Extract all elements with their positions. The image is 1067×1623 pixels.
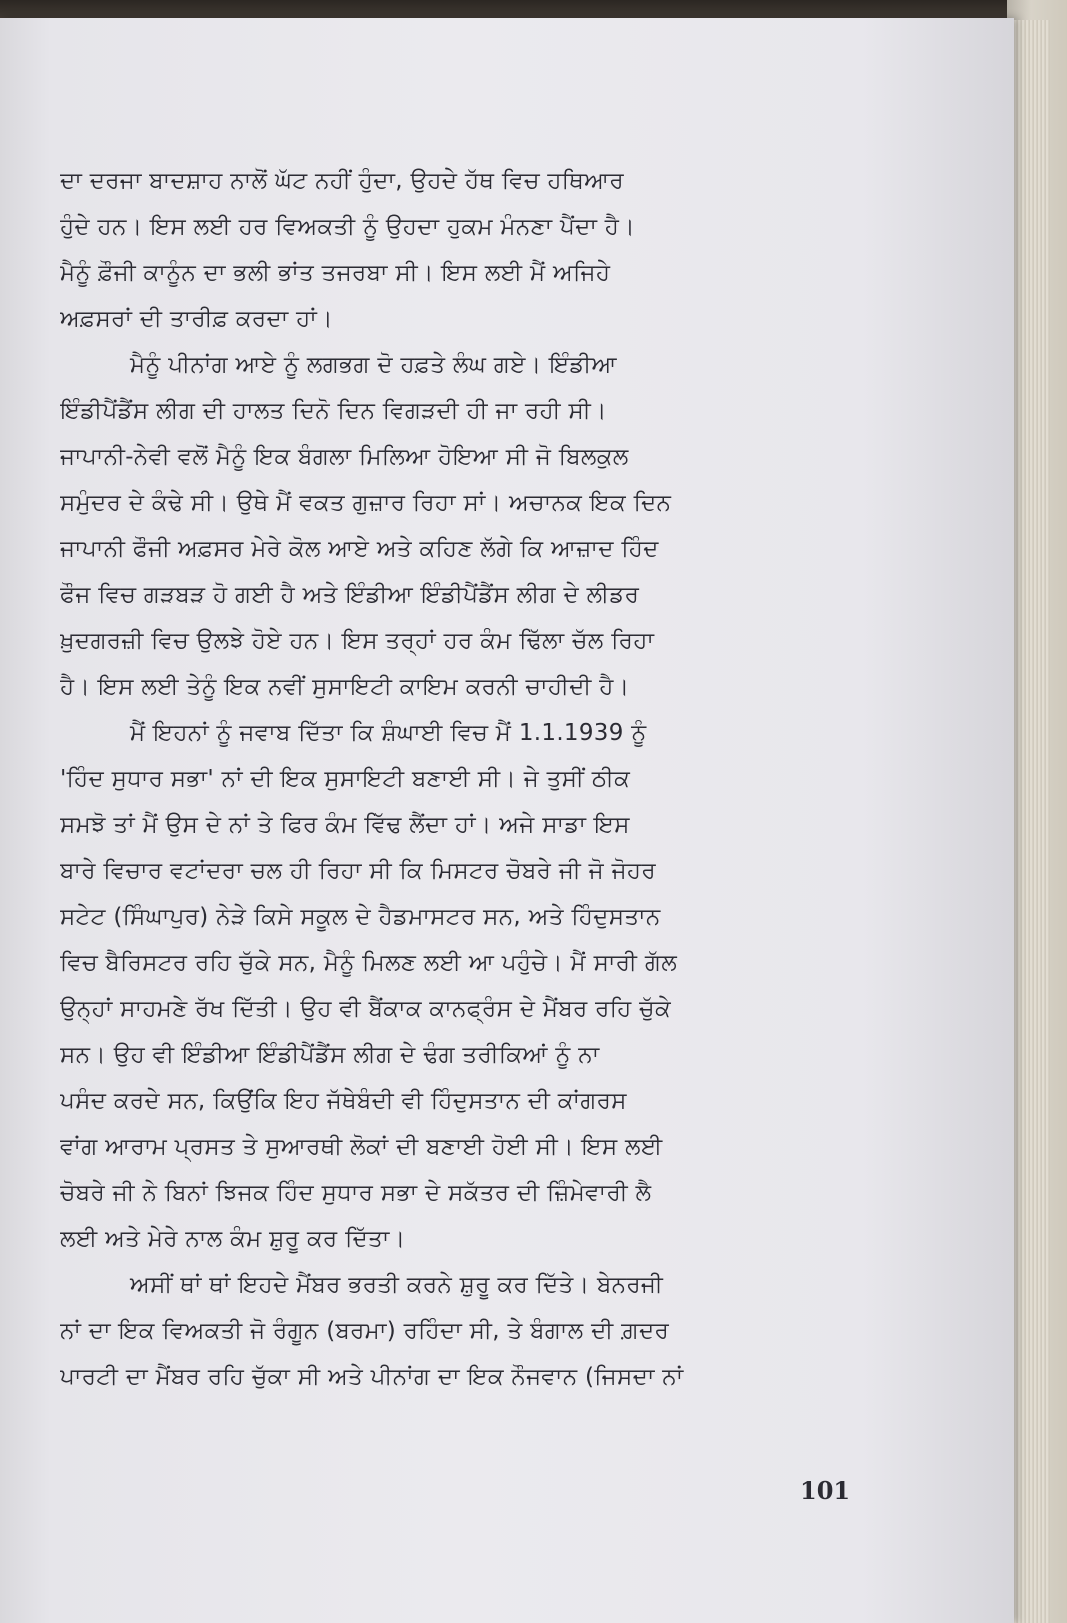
text-line: ਬਾਰੇ ਵਿਚਾਰ ਵਟਾਂਦਰਾ ਚਲ ਹੀ ਰਿਹਾ ਸੀ ਕਿ ਮਿਸਟਰ ਚੋਬਰੇ ਜੀ ਜੋ ਜੋਹਰ bbox=[60, 858, 656, 884]
text-line: ਜਾਪਾਨੀ ਫੌਜੀ ਅਫ਼ਸਰ ਮੇਰੇ ਕੋਲ ਆਏ ਅਤੇ ਕਹਿਣ ਲੱਗੇ ਕਿ ਆਜ਼ਾਦ ਹਿੰਦ bbox=[60, 536, 659, 562]
text-line: ਚੋਬਰੇ ਜੀ ਨੇ ਬਿਨਾਂ ਝਿਜਕ ਹਿੰਦ ਸੁਧਾਰ ਸਭਾ ਦੇ ਸਕੱਤਰ ਦੀ ਜ਼ਿੰਮੇਵਾਰੀ ਲੈ bbox=[60, 1180, 652, 1206]
paragraph-start-line: ਮੈਨੂੰ ਪੀਨਾਂਗ ਆਏ ਨੂੰ ਲਗਭਗ ਦੋ ਹਫ਼ਤੇ ਲੰਘ ਗਏ। ਇੰਡੀਆ bbox=[130, 352, 617, 378]
body-text bbox=[60, 158, 880, 1400]
text-line: ਪਾਰਟੀ ਦਾ ਮੈਂਬਰ ਰਹਿ ਚੁੱਕਾ ਸੀ ਅਤੇ ਪੀਨਾਂਗ ਦਾ ਇਕ ਨੌਜਵਾਨ (ਜਿਸਦਾ ਨਾਂ bbox=[60, 1364, 684, 1390]
text-line: ਦਾ ਦਰਜਾ ਬਾਦਸ਼ਾਹ ਨਾਲੋਂ ਘੱਟ ਨਹੀਂ ਹੁੰਦਾ, ਉਹਦੇ ਹੱਥ ਵਿਚ ਹਥਿਆਰ bbox=[60, 168, 624, 194]
text-line: ਹੈ। ਇਸ ਲਈ ਤੇਨੂੰ ਇਕ ਨਵੀਂ ਸੁਸਾਇਟੀ ਕਾਇਮ ਕਰਨੀ ਚਾਹੀਦੀ ਹੈ। bbox=[60, 674, 630, 700]
text-line: ਖ਼ੁਦਗਰਜ਼ੀ ਵਿਚ ਉਲਝੇ ਹੋਏ ਹਨ। ਇਸ ਤਰ੍ਹਾਂ ਹਰ ਕੰਮ ਢਿੱਲਾ ਚੱਲ ਰਿਹਾ bbox=[60, 628, 655, 654]
text-line: ਮੈਨੂੰ ਫ਼ੌਜੀ ਕਾਨੂੰਨ ਦਾ ਭਲੀ ਭਾਂਤ ਤਜਰਬਾ ਸੀ। ਇਸ ਲਈ ਮੈਂ ਅਜਿਹੇ bbox=[60, 260, 611, 286]
text-line: ਸਨ। ਉਹ ਵੀ ਇੰਡੀਆ ਇੰਡੀਪੈਂਡੈਂਸ ਲੀਗ ਦੇ ਢੰਗ ਤਰੀਕਿਆਂ ਨੂੰ ਨਾ bbox=[60, 1042, 600, 1068]
text-line: ਜਾਪਾਨੀ-ਨੇਵੀ ਵਲੋਂ ਮੈਨੂੰ ਇਕ ਬੰਗਲਾ ਮਿਲਿਆ ਹੋਇਆ ਸੀ ਜੋ ਬਿਲਕੁਲ bbox=[60, 444, 629, 470]
text-line: ਫੌਜ ਵਿਚ ਗੜਬੜ ਹੋ ਗਈ ਹੈ ਅਤੇ ਇੰਡੀਆ ਇੰਡੀਪੈਂਡੈਂਸ ਲੀਗ ਦੇ ਲੀਡਰ bbox=[60, 582, 640, 608]
paragraph-start-line: ਅਸੀਂ ਥਾਂ ਥਾਂ ਇਹਦੇ ਮੈਂਬਰ ਭਰਤੀ ਕਰਨੇ ਸ਼ੁਰੂ ਕਰ ਦਿੱਤੇ। ਬੇਨਰਜੀ bbox=[130, 1272, 664, 1298]
text-line: ਨਾਂ ਦਾ ਇਕ ਵਿਅਕਤੀ ਜੋ ਰੰਗੂਨ (ਬਰਮਾ) ਰਹਿੰਦਾ ਸੀ, ਤੇ ਬੰਗਾਲ ਦੀ ਗ਼ਦਰ bbox=[60, 1318, 670, 1344]
book-page bbox=[0, 18, 1014, 1623]
text-line: ਸਮੁੰਦਰ ਦੇ ਕੰਢੇ ਸੀ। ਉਥੇ ਮੈਂ ਵਕਤ ਗੁਜ਼ਾਰ ਰਿਹਾ ਸਾਂ। ਅਚਾਨਕ ਇਕ ਦਿਨ bbox=[60, 490, 672, 516]
text-line: ਉਨ੍ਹਾਂ ਸਾਹਮਣੇ ਰੱਖ ਦਿੱਤੀ। ਉਹ ਵੀ ਬੈਂਕਾਕ ਕਾਨਫ੍ਰੰਸ ਦੇ ਮੈਂਬਰ ਰਹਿ ਚੁੱਕੇ bbox=[60, 996, 671, 1022]
text-line: ਇੰਡੀਪੈਂਡੈਂਸ ਲੀਗ ਦੀ ਹਾਲਤ ਦਿਨੋ ਦਿਨ ਵਿਗੜਦੀ ਹੀ ਜਾ ਰਹੀ ਸੀ। bbox=[60, 398, 607, 424]
text-line: 'ਹਿੰਦ ਸੁਧਾਰ ਸਭਾ' ਨਾਂ ਦੀ ਇਕ ਸੁਸਾਇਟੀ ਬਣਾਈ ਸੀ। ਜੇ ਤੁਸੀਂ ਠੀਕ bbox=[60, 766, 631, 792]
text-line: ਸਮਝੋ ਤਾਂ ਮੈਂ ਉਸ ਦੇ ਨਾਂ ਤੇ ਫਿਰ ਕੰਮ ਵਿੱਢ ਲੈਂਦਾ ਹਾਂ। ਅਜੇ ਸਾਡਾ ਇਸ bbox=[60, 812, 630, 838]
text-line: ਵਿਚ ਬੈਰਿਸਟਰ ਰਹਿ ਚੁੱਕੇ ਸਨ, ਮੈਨੂੰ ਮਿਲਣ ਲਈ ਆ ਪਹੁੰਚੇ। ਮੈਂ ਸਾਰੀ ਗੱਲ bbox=[60, 950, 678, 976]
text-line: ਪਸੰਦ ਕਰਦੇ ਸਨ, ਕਿਉਂਕਿ ਇਹ ਜੱਥੇਬੰਦੀ ਵੀ ਹਿੰਦੁਸਤਾਨ ਦੀ ਕਾਂਗਰਸ bbox=[60, 1088, 627, 1114]
text-line: ਵਾਂਗ ਆਰਾਮ ਪ੍ਰਸਤ ਤੇ ਸੁਆਰਥੀ ਲੋਕਾਂ ਦੀ ਬਣਾਈ ਹੋਈ ਸੀ। ਇਸ ਲਈ bbox=[60, 1134, 663, 1160]
text-line: ਹੁੰਦੇ ਹਨ। ਇਸ ਲਈ ਹਰ ਵਿਅਕਤੀ ਨੂੰ ਉਹਦਾ ਹੁਕਮ ਮੰਨਣਾ ਪੈਂਦਾ ਹੈ। bbox=[60, 214, 636, 240]
page-number: 101 bbox=[800, 1476, 851, 1505]
page-stack-edges bbox=[1010, 20, 1050, 1623]
text-line: ਅਫ਼ਸਰਾਂ ਦੀ ਤਾਰੀਫ਼ ਕਰਦਾ ਹਾਂ। bbox=[60, 306, 333, 332]
text-line: ਸਟੇਟ (ਸਿੰਘਾਪੁਰ) ਨੇੜੇ ਕਿਸੇ ਸਕੂਲ ਦੇ ਹੈਡਮਾਸਟਰ ਸਨ, ਅਤੇ ਹਿੰਦੁਸਤਾਨ bbox=[60, 904, 661, 930]
paragraph-start-line: ਮੈਂ ਇਹਨਾਂ ਨੂੰ ਜਵਾਬ ਦਿੱਤਾ ਕਿ ਸ਼ੰਘਾਈ ਵਿਚ ਮੈਂ 1.1.1939 ਨੂੰ bbox=[130, 720, 647, 746]
text-line: ਲਈ ਅਤੇ ਮੇਰੇ ਨਾਲ ਕੰਮ ਸ਼ੁਰੂ ਕਰ ਦਿੱਤਾ। bbox=[60, 1226, 406, 1252]
